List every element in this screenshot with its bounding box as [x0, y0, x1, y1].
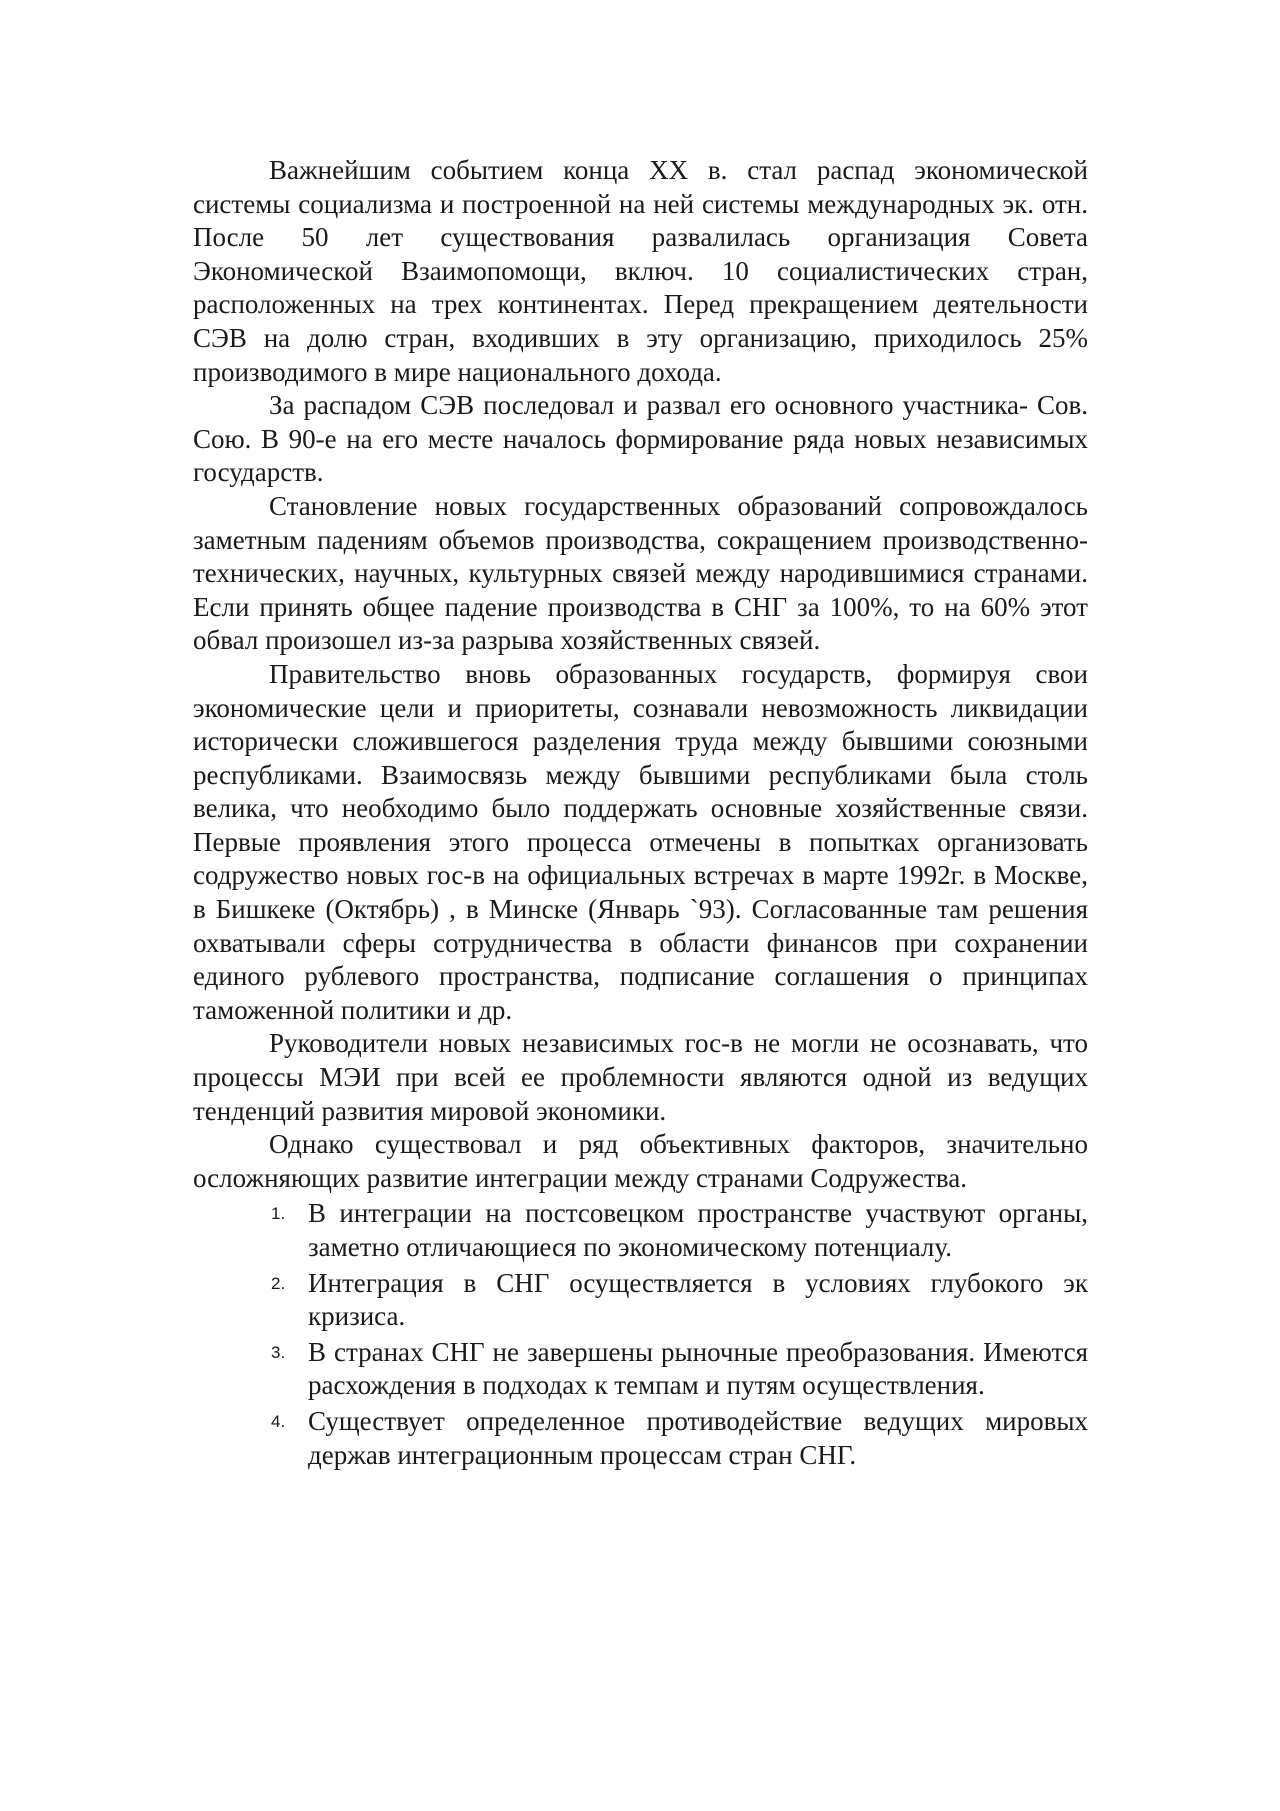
paragraph-2: За распадом СЭВ последовал и развал его основного участника- Сов. Сою. В 90-е на его месте началось формирование ряда новых независимых государств.: [193, 390, 1088, 488]
list-item-text: Существует определенное противодействие ведущих мировых держав интеграционным процессам стран СНГ.: [308, 1405, 1088, 1470]
list-item: [193, 1405, 1088, 1472]
paragraph-5: Руководители новых независимых гос-в не могли не осознавать, что процессы МЭИ при всей ее проблемности являются одной из ведущих тенденций развития мировой экономики.: [193, 1028, 1088, 1126]
list-item-number: 4.: [271, 1411, 286, 1431]
list-item: [193, 1267, 1088, 1334]
list-item: [193, 1336, 1088, 1403]
list-item-number: 3.: [271, 1342, 286, 1362]
factors-list: [193, 1197, 1088, 1472]
list-item: [193, 1197, 1088, 1264]
paragraph-6: Однако существовал и ряд объективных факторов, значительно осложняющих развитие интеграции между странами Содружества.: [193, 1129, 1088, 1193]
list-item-text: Интеграция в СНГ осуществляется в условиях глубокого эк кризиса.: [308, 1267, 1088, 1332]
list-item-text: В интеграции на постсовецком пространстве участвуют органы, заметно отличающиеся по экономическому потенциалу.: [308, 1198, 1088, 1262]
paragraph-3: Становление новых государственных образований сопровождалось заметным падениям объемов производства, сокращением производственно-технических, научных, культурных связей между народившимися странами. Если принять общее падение производства в СНГ за 100%, то на 60% этот обвал произошел из-за разрыва хозяйственных связей.: [193, 490, 1088, 656]
list-item-number: 2.: [271, 1273, 286, 1293]
document-page: [193, 154, 1088, 1472]
paragraph-4: Правительство вновь образованных государств, формируя свои экономические цели и приоритеты, сознавали невозможность ликвидации исторически сложившегося разделения труда между бывшими союзными республиками. Взаимосвязь между бывшими республиками была столь велика, что необходимо было поддержать основные хозяйственные связи. Первые проявления этого процесса отмечены в попытках организовать содружество новых гос-в на официальных встречах в марте 1992г. в Москве, в Бишкеке (Октябрь) , в Минске (Январь `93). Согласованные там решения охватывали сферы сотрудничества в области финансов при сохранении единого рублевого пространства, подписание соглашения о принципах таможенной политики и др.: [193, 658, 1088, 1025]
list-item-number: 1.: [271, 1204, 286, 1224]
list-item-text: В странах СНГ не завершены рыночные преобразования. Имеются расхождения в подходах к темпам и путям осуществления.: [308, 1336, 1088, 1401]
paragraph-1: Важнейшим событием конца XX в. стал распад экономической системы социализма и построенной на ней системы международных эк. отн. После 50 лет существования развалилась организация Совета Экономической Взаимопомощи, включ. 10 социалистических стран, расположенных на трех континентах. Перед прекращением деятельности СЭВ на долю стран, входивших в эту организацию, приходилось 25% производимого в мире национального дохода.: [193, 155, 1088, 387]
